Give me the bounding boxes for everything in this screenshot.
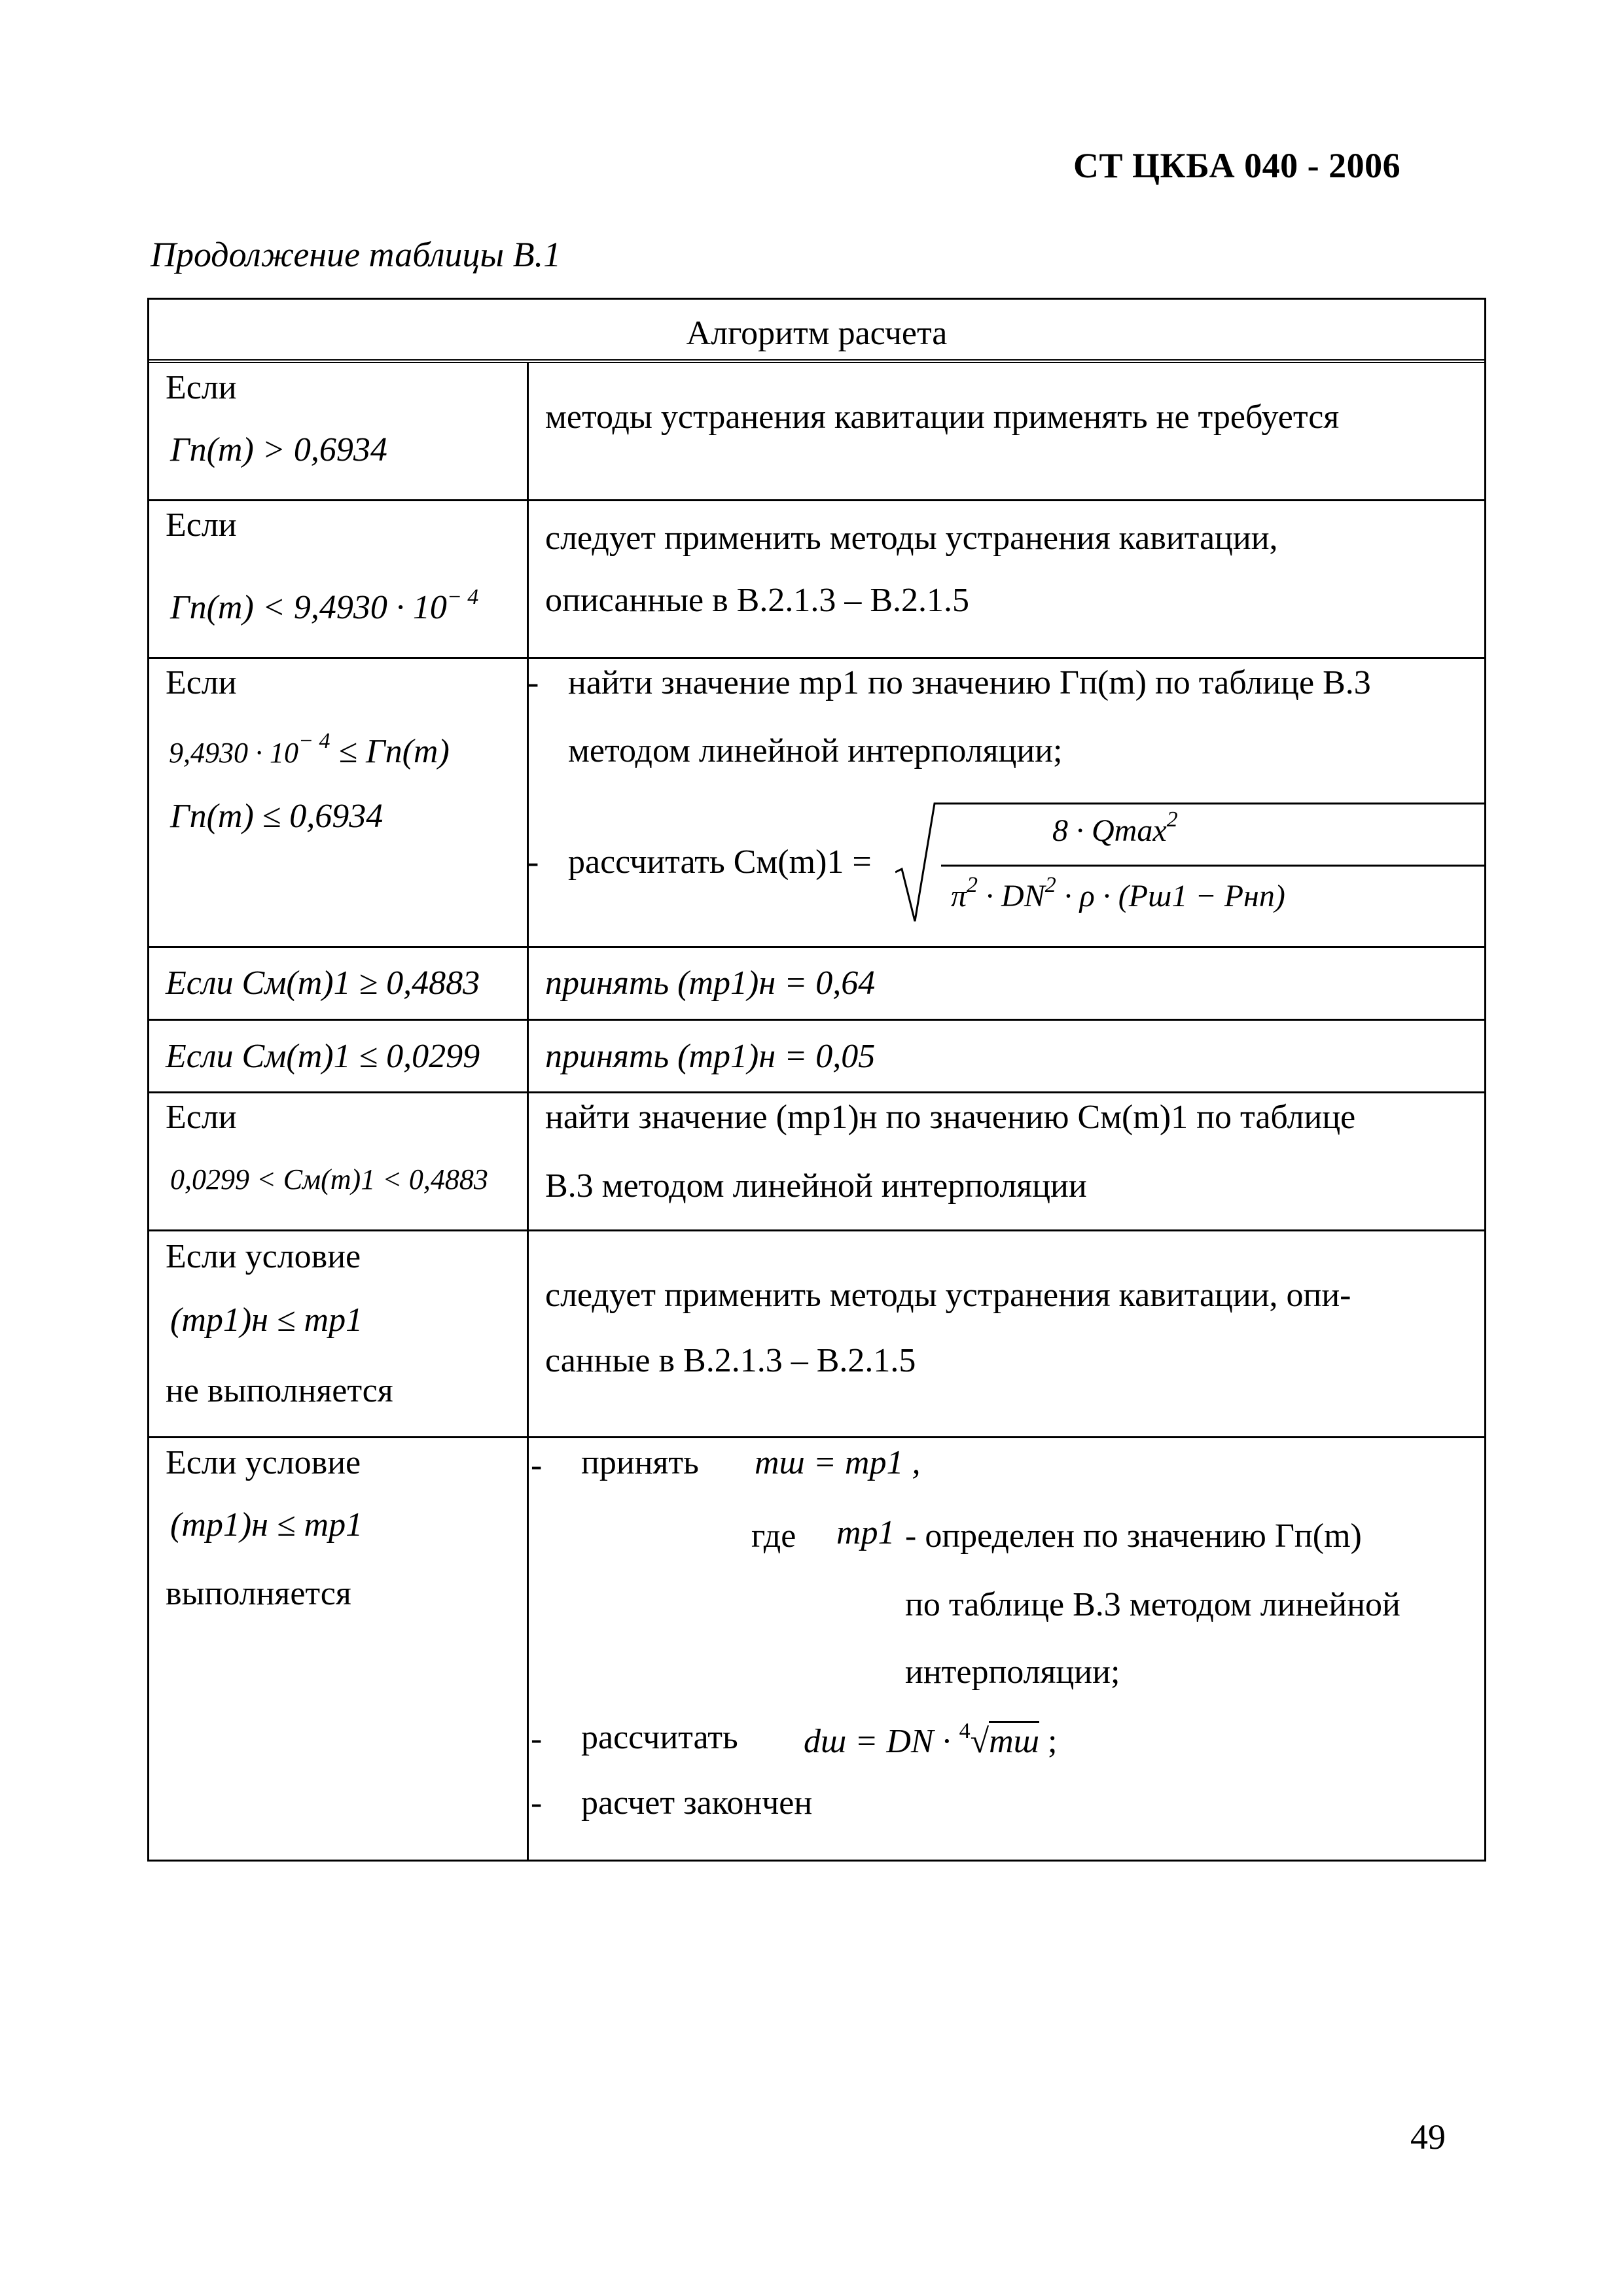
row3-action-line1: найти значение mp1 по значению Гп(m) по таблице В.3 xyxy=(568,664,1371,701)
row8-done: расчет закончен xyxy=(581,1784,813,1822)
row1-cond-label: Если xyxy=(166,369,237,406)
row2-action-line1: следует применить методы устранения кавитации, xyxy=(545,520,1278,557)
column-divider xyxy=(527,363,529,1860)
row7-action-line2: санные в В.2.1.3 – В.2.1.5 xyxy=(545,1342,916,1379)
den-pi: π xyxy=(951,879,967,913)
row8-accept-formula: mш = mp1 , xyxy=(755,1444,921,1481)
row3-cond-formula2: Гп(m) ≤ 0,6934 xyxy=(170,798,383,835)
row6-cond-formula: 0,0299 < Cм(m)1 < 0,4883 xyxy=(170,1163,488,1195)
numerator-exp: 2 xyxy=(1166,807,1178,832)
row2-cond-exp: − 4 xyxy=(446,585,479,609)
row-divider xyxy=(149,499,1484,501)
row6-action-line2: В.3 методом линейной интерполяции xyxy=(545,1167,1087,1205)
root-arg: mш xyxy=(989,1721,1039,1760)
sqrt-numerator xyxy=(1052,807,1178,849)
den-dn-exp: 2 xyxy=(1044,873,1056,897)
header-divider xyxy=(149,359,1484,363)
calc-end: ; xyxy=(1039,1723,1058,1760)
den-rest: · ρ · (Pш1 − Pнп) xyxy=(1056,879,1285,913)
row8-cond-label: Если условие xyxy=(166,1444,361,1481)
row6-action-line1: найти значение (mp1)н по значению Cм(m)1 по таблице xyxy=(545,1099,1356,1136)
row8-cond-note: выполняется xyxy=(166,1575,351,1612)
sqrt-denominator xyxy=(951,872,1285,914)
root-index: 4 xyxy=(959,1719,971,1743)
row3-cond-exp: − 4 xyxy=(298,729,330,753)
row8-accept: принять xyxy=(581,1444,699,1481)
row4-cond: Если Cм(m)1 ≥ 0,4883 xyxy=(166,964,480,1002)
den-dn: · DN xyxy=(978,879,1045,913)
table-header: Алгоритм расчета xyxy=(686,315,948,352)
document-code: СТ ЦКБА 040 - 2006 xyxy=(1073,146,1401,185)
row4-action: принять (mp1)н = 0,64 xyxy=(545,964,876,1002)
row8-where-line2: по таблице В.3 методом линейной xyxy=(905,1586,1400,1623)
row8-where-line3: интерполяции; xyxy=(905,1653,1120,1691)
row8-calc-formula xyxy=(804,1718,1057,1761)
row3-action-calc: рассчитать Cм(m)1 = xyxy=(568,843,872,881)
root-sign-icon: √ xyxy=(970,1723,990,1760)
row2-cond-base: Гп(m) < 9,4930 · 10 xyxy=(170,589,447,626)
row-divider xyxy=(149,1229,1484,1231)
row1-cond-formula: Гп(m) > 0,6934 xyxy=(170,431,387,468)
numerator-text: 8 · Qmax xyxy=(1052,813,1167,848)
calc-left: dш = DN · xyxy=(804,1723,959,1760)
row5-action: принять (mp1)н = 0,05 xyxy=(545,1038,876,1075)
row3-dash2: - xyxy=(527,843,539,881)
page-number: 49 xyxy=(1410,2117,1446,2157)
row-divider xyxy=(149,946,1484,948)
row2-action-line2: описанные в В.2.1.3 – В.2.1.5 xyxy=(545,582,970,619)
row8-where: где xyxy=(751,1517,796,1555)
row6-cond-label: Если xyxy=(166,1099,237,1136)
row3-dash1: - xyxy=(527,664,539,701)
row8-where-var: mp1 xyxy=(836,1514,895,1551)
row7-action-line1: следует применить методы устранения кавитации, опи- xyxy=(545,1277,1351,1314)
row8-dash3: - xyxy=(531,1784,543,1822)
row8-where-def: - определен по значению Гп(m) xyxy=(905,1517,1362,1555)
row5-cond: Если Cм(m)1 ≤ 0,0299 xyxy=(166,1038,480,1075)
row3-cond-formula1 xyxy=(169,728,450,771)
row-divider xyxy=(149,657,1484,659)
row8-calc: рассчитать xyxy=(581,1719,738,1756)
row3-cond-base: 9,4930 · 10 xyxy=(169,737,298,769)
row3-cond-rel: ≤ Гп(m) xyxy=(330,733,450,770)
algorithm-table xyxy=(147,298,1486,1862)
row-divider xyxy=(149,1091,1484,1093)
table-caption: Продолжение таблицы В.1 xyxy=(151,235,562,274)
row8-dash2: - xyxy=(531,1720,543,1757)
row7-cond-formula: (mp1)н ≤ mp1 xyxy=(170,1301,363,1339)
row2-cond-label: Если xyxy=(166,506,237,544)
row8-dash1: - xyxy=(531,1447,543,1484)
row7-cond-note: не выполняется xyxy=(166,1372,393,1409)
row8-cond-formula: (mp1)н ≤ mp1 xyxy=(170,1506,363,1544)
row3-cond-label: Если xyxy=(166,664,237,701)
row-divider xyxy=(149,1436,1484,1438)
den-pi-exp: 2 xyxy=(967,873,978,897)
row3-action-line2: методом линейной интерполяции; xyxy=(568,732,1063,769)
row1-action: методы устранения кавитации применять не требуется xyxy=(545,398,1340,436)
row-divider xyxy=(149,1019,1484,1021)
row2-cond-formula xyxy=(170,584,478,627)
row7-cond-label: Если условие xyxy=(166,1238,361,1275)
